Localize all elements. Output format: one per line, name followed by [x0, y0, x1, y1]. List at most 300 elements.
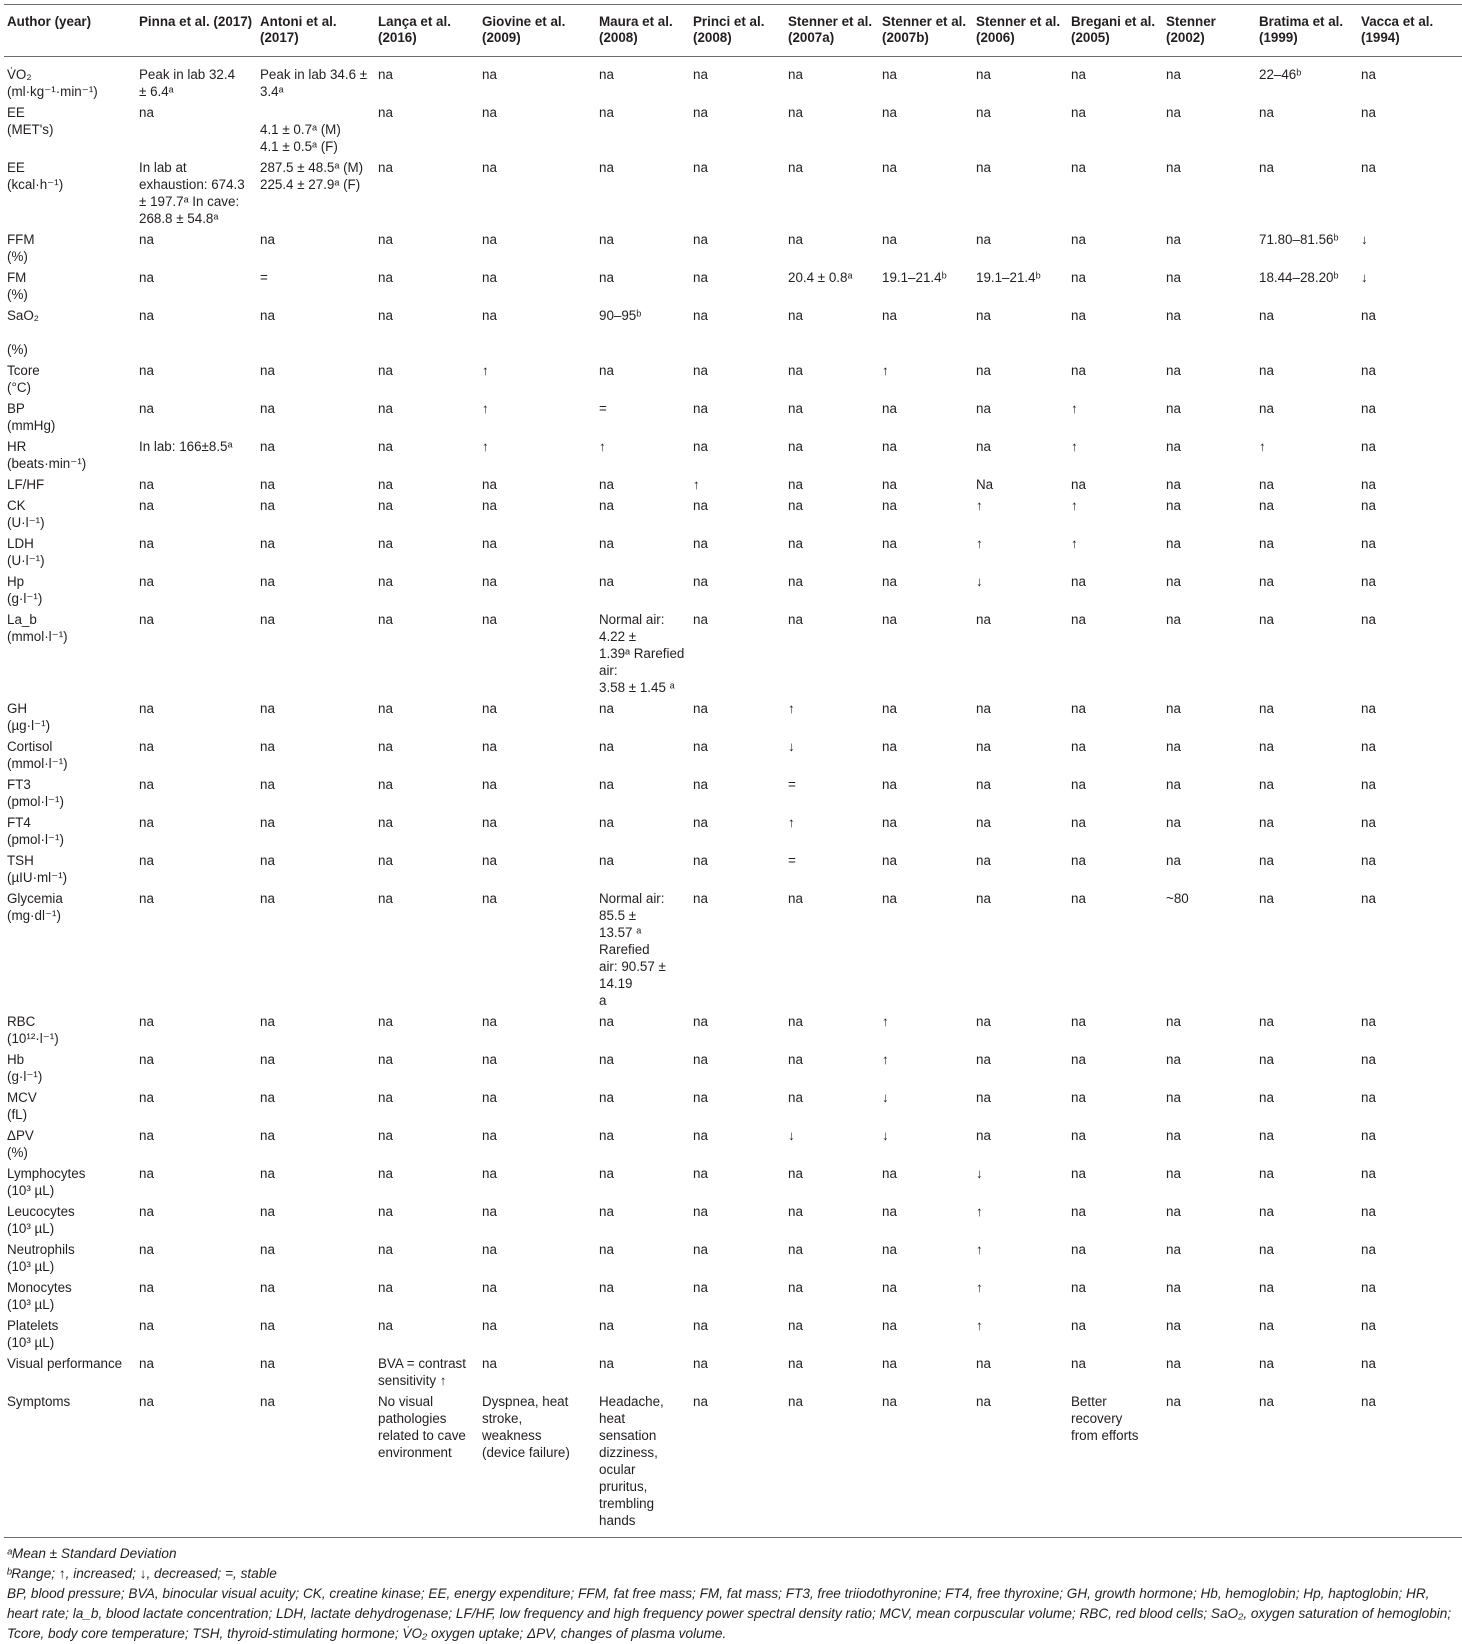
table-cell: na	[599, 1204, 614, 1219]
table-cell: na	[882, 1356, 897, 1371]
table-cell: na	[1259, 477, 1274, 492]
header-study: Antoni et al. (2017)	[257, 5, 375, 57]
table-cell: na	[976, 1090, 991, 1105]
table-row	[4, 1126, 1462, 1164]
row-label: RBC (10¹²·l⁻¹)	[7, 1014, 59, 1046]
table-cell: Normal air: 4.22 ± 1.39ᵃ Rarefied air: 3.58 ± 1.45 ᵃ	[599, 612, 685, 695]
table-cell: na	[1361, 1356, 1376, 1371]
header-study: Stenner (2002)	[1163, 5, 1256, 57]
header-row	[4, 5, 1462, 57]
table-cell: na	[257, 1392, 375, 1538]
table-cell: na	[976, 160, 991, 175]
table-cell: na	[139, 232, 154, 247]
row-label: FT4 (pmol·l⁻¹)	[7, 815, 64, 847]
table-cell: na	[260, 1356, 275, 1371]
table-row	[4, 534, 1462, 572]
table-cell: na	[260, 1166, 275, 1181]
row-label: Platelets (10³ µL)	[7, 1318, 59, 1350]
table-row	[4, 230, 1462, 268]
header-study: Bregani et al. (2005)	[1068, 5, 1163, 57]
table-cell: na	[378, 477, 393, 492]
table-cell: na	[378, 1280, 393, 1295]
table-cell: na	[693, 1090, 708, 1105]
table-cell: 19.1–21.4ᵇ	[882, 270, 947, 285]
table-cell: na	[139, 1204, 154, 1219]
table-cell: na	[599, 1014, 614, 1029]
row-label: LF/HF	[7, 477, 45, 492]
table-cell: na	[693, 853, 708, 868]
table-cell: na	[378, 853, 393, 868]
row-label: Symptoms	[4, 1392, 136, 1538]
table-cell: na	[378, 498, 393, 513]
table-row	[4, 361, 1462, 399]
footnotes	[4, 1544, 1458, 1644]
table-cell: na	[1361, 160, 1376, 175]
table-cell: na	[482, 1128, 497, 1143]
row-label: La_b (mmol·l⁻¹)	[7, 612, 68, 644]
table-cell: na	[139, 401, 154, 416]
table-cell: 19.1–21.4ᵇ	[976, 270, 1041, 285]
table-cell: na	[378, 1242, 393, 1257]
table-cell: ↑	[482, 439, 489, 454]
table-cell: na	[139, 1090, 154, 1105]
table-cell: ↓	[788, 739, 795, 754]
table-cell: na	[378, 1318, 393, 1333]
table-row	[4, 496, 1462, 534]
table-cell: na	[693, 1204, 708, 1219]
table-cell: na	[139, 1356, 154, 1371]
table-cell: na	[1259, 739, 1274, 754]
table-cell: ↑	[788, 701, 795, 716]
table-cell: na	[976, 67, 991, 82]
table-cell: na	[599, 477, 614, 492]
table-cell: na	[260, 1204, 275, 1219]
row-label: HR (beats·min⁻¹)	[7, 439, 87, 471]
table-cell: na	[1071, 815, 1086, 830]
table-cell: na	[788, 439, 803, 454]
table-cell: na	[482, 160, 497, 175]
table-cell: na	[1071, 777, 1086, 792]
table-cell: na	[378, 536, 393, 551]
table-cell: na	[1259, 612, 1274, 627]
table-cell: na	[260, 363, 275, 378]
table-cell: na	[1361, 536, 1376, 551]
row-label: Leucocytes (10³ µL)	[7, 1204, 75, 1236]
table-cell: na	[599, 498, 614, 513]
table-cell: ↑	[788, 815, 795, 830]
table-cell: na	[378, 67, 393, 82]
table-cell: na	[1259, 536, 1274, 551]
table-cell: na	[788, 160, 803, 175]
table-cell: na	[1071, 67, 1086, 82]
table-cell: na	[882, 67, 897, 82]
table-cell: na	[599, 363, 614, 378]
row-label: Monocytes (10³ µL)	[7, 1280, 72, 1312]
table-cell: na	[882, 1280, 897, 1295]
table-cell: na	[788, 105, 803, 120]
table-cell: 71.80–81.56ᵇ	[1259, 232, 1339, 247]
table-cell: na	[976, 1014, 991, 1029]
table-cell: =	[788, 853, 796, 868]
table-cell: na	[1071, 574, 1086, 589]
table-cell: na	[693, 308, 708, 323]
table-cell: na	[1071, 270, 1086, 285]
table-cell: na	[693, 536, 708, 551]
table-cell: na	[788, 67, 803, 82]
table-cell: na	[882, 232, 897, 247]
table-cell: na	[693, 105, 708, 120]
table-cell: na	[1361, 1166, 1376, 1181]
table-cell: na	[482, 308, 497, 323]
table-row	[4, 1278, 1462, 1316]
table-cell: ↑	[976, 1204, 983, 1219]
table-cell: na	[976, 739, 991, 754]
table-cell: na	[1361, 1128, 1376, 1143]
table-cell: na	[1071, 160, 1086, 175]
table-cell: na	[378, 701, 393, 716]
header-study: Stenner et al. (2006)	[973, 5, 1068, 57]
table-cell: na	[882, 105, 897, 120]
table-cell: na	[1071, 1356, 1086, 1371]
row-label: EE (kcal·h⁻¹)	[7, 160, 64, 192]
table-cell: na	[1259, 853, 1274, 868]
table-cell: na	[882, 701, 897, 716]
table-cell: na	[1361, 777, 1376, 792]
table-cell: na	[139, 1318, 154, 1333]
table-cell: na	[788, 1090, 803, 1105]
table-cell: Normal air: 85.5 ± 13.57 ᵃ Rarefied air: 90.57 ± 14.19 a	[599, 891, 666, 1008]
table-cell: 18.44–28.20ᵇ	[1259, 270, 1339, 285]
header-study: Maura et al. (2008)	[596, 5, 690, 57]
table-row	[4, 1316, 1462, 1354]
table-cell: na	[260, 1280, 275, 1295]
table-cell: na	[693, 439, 708, 454]
table-cell: na	[1259, 1128, 1274, 1143]
table-cell: na	[1071, 701, 1086, 716]
table-cell: na	[599, 67, 614, 82]
table-cell: =	[788, 777, 796, 792]
table-cell: na	[139, 1166, 154, 1181]
table-cell: na	[1361, 574, 1376, 589]
table-cell: na	[976, 701, 991, 716]
table-cell: na	[1259, 1166, 1274, 1181]
table-cell: na	[788, 1204, 803, 1219]
table-cell: na	[788, 498, 803, 513]
table-cell: na	[1166, 612, 1181, 627]
table-cell: na	[1166, 1166, 1181, 1181]
table-cell: na	[482, 574, 497, 589]
table-cell: na	[1361, 498, 1376, 513]
row-label: TSH (µIU·ml⁻¹)	[7, 853, 68, 885]
table-cell: No visual pathologies related to cave environment	[375, 1392, 479, 1538]
table-cell: na	[1361, 1280, 1376, 1295]
table-row	[4, 889, 1462, 1012]
table-cell: na	[139, 1280, 154, 1295]
table-cell: na	[693, 270, 708, 285]
table-cell: ↑	[482, 401, 489, 416]
table-row	[4, 103, 1462, 158]
table-cell: na	[1259, 105, 1274, 120]
table-cell: na	[139, 270, 154, 285]
table-cell: na	[482, 1090, 497, 1105]
table-body	[4, 57, 1462, 1538]
table-cell: na	[1163, 1392, 1256, 1538]
table-cell: na	[693, 815, 708, 830]
table-cell: na	[482, 739, 497, 754]
table-row	[4, 306, 1462, 361]
row-label: Hp (g·l⁻¹)	[7, 574, 43, 606]
table-cell: na	[1361, 67, 1376, 82]
table-cell: na	[260, 1052, 275, 1067]
table-cell: na	[1166, 739, 1181, 754]
table-cell: =	[260, 270, 268, 285]
table-cell: na	[1259, 1014, 1274, 1029]
table-cell: na	[260, 1318, 275, 1333]
table-cell: na	[378, 439, 393, 454]
table-cell: na	[973, 1392, 1068, 1538]
table-cell: na	[693, 1242, 708, 1257]
table-cell: na	[139, 536, 154, 551]
table-row	[4, 1050, 1462, 1088]
table-cell: na	[879, 1392, 973, 1538]
table-cell: ↓	[882, 1128, 889, 1143]
table-cell: na	[882, 739, 897, 754]
table-cell: na	[482, 232, 497, 247]
table-row	[4, 158, 1462, 230]
table-cell: na	[378, 1204, 393, 1219]
table-cell: na	[1166, 363, 1181, 378]
table-cell: na	[1259, 1052, 1274, 1067]
table-cell: na	[139, 612, 154, 627]
table-cell: na	[599, 1318, 614, 1333]
table-row	[4, 268, 1462, 306]
table-cell: na	[378, 1090, 393, 1105]
row-label: Neutrophils (10³ µL)	[7, 1242, 75, 1274]
table-cell: na	[1071, 1052, 1086, 1067]
table-cell: na	[1361, 439, 1376, 454]
table-cell: na	[599, 1090, 614, 1105]
table-cell: Peak in lab 34.6 ± 3.4ᵃ	[260, 67, 368, 99]
table-row	[4, 1392, 1462, 1538]
table-cell: na	[599, 739, 614, 754]
table-row	[4, 775, 1462, 813]
table-cell: na	[1166, 1318, 1181, 1333]
table-cell: na	[693, 612, 708, 627]
table-cell: na	[1166, 777, 1181, 792]
table-cell: na	[482, 1166, 497, 1181]
table-cell: na	[260, 739, 275, 754]
table-cell: na	[260, 777, 275, 792]
table-cell: na	[378, 739, 393, 754]
table-row	[4, 572, 1462, 610]
table-cell: na	[1166, 270, 1181, 285]
row-label: Tcore (°C)	[7, 363, 40, 395]
table-row	[4, 737, 1462, 775]
table-cell: ↑	[1071, 536, 1078, 551]
table-cell: na	[599, 1128, 614, 1143]
table-cell: na	[693, 1014, 708, 1029]
table-cell: na	[378, 401, 393, 416]
table-cell: na	[139, 1128, 154, 1143]
table-cell: na	[1071, 1090, 1086, 1105]
table-cell: na	[1361, 701, 1376, 716]
table-cell: na	[693, 363, 708, 378]
table-cell: na	[378, 105, 393, 120]
table-cell: na	[260, 1090, 275, 1105]
table-cell: na	[693, 1166, 708, 1181]
table-cell: na	[139, 105, 154, 120]
table-cell: na	[260, 891, 275, 906]
table-cell: na	[693, 739, 708, 754]
table-cell: na	[599, 701, 614, 716]
table-cell: na	[139, 1242, 154, 1257]
table-cell: na	[976, 308, 991, 323]
row-label: SaO₂ (%)	[7, 308, 39, 357]
table-cell: na	[1166, 574, 1181, 589]
row-label: ΔPV (%)	[7, 1128, 34, 1160]
table-cell: na	[1166, 477, 1181, 492]
table-cell: na	[599, 105, 614, 120]
table-cell: na	[882, 498, 897, 513]
header-study: Giovine et al. (2009)	[479, 5, 596, 57]
table-cell: ↑	[482, 363, 489, 378]
table-cell: na	[378, 363, 393, 378]
table-cell: na	[1166, 401, 1181, 416]
table-cell: na	[882, 612, 897, 627]
table-cell: Dyspnea, heat stroke, weakness (device failure)	[479, 1392, 596, 1538]
table-cell: na	[1166, 67, 1181, 82]
table-cell: na	[378, 1014, 393, 1029]
table-cell: na	[378, 612, 393, 627]
table-cell: na	[1071, 1128, 1086, 1143]
table-cell: na	[1361, 401, 1376, 416]
table-cell: na	[1361, 1318, 1376, 1333]
table-cell: ↑	[976, 1280, 983, 1295]
row-label: FT3 (pmol·l⁻¹)	[7, 777, 64, 809]
table-cell: na	[1166, 701, 1181, 716]
row-label: Lymphocytes (10³ µL)	[7, 1166, 86, 1198]
row-label: EE (MET's)	[7, 105, 54, 137]
table-row	[4, 1164, 1462, 1202]
table-cell: ↓	[976, 574, 983, 589]
table-row	[4, 851, 1462, 889]
table-cell: na	[1259, 1280, 1274, 1295]
table-cell: Better recovery from efforts	[1068, 1392, 1163, 1538]
table-cell: na	[378, 1166, 393, 1181]
table-cell: na	[1259, 701, 1274, 716]
table-cell: na	[482, 853, 497, 868]
table-cell: na	[976, 1128, 991, 1143]
table-cell: na	[1166, 815, 1181, 830]
table-cell: In lab: 166±8.5ᵃ	[139, 439, 233, 454]
table-cell: na	[378, 777, 393, 792]
table-cell: na	[1361, 815, 1376, 830]
table-row	[4, 437, 1462, 475]
table-cell: na	[693, 1318, 708, 1333]
row-label: CK (U·l⁻¹)	[7, 498, 45, 530]
table-cell: na	[1259, 308, 1274, 323]
table-cell: na	[1166, 1128, 1181, 1143]
table-cell: na	[693, 67, 708, 82]
table-cell: na	[139, 498, 154, 513]
table-cell: ↑	[1259, 439, 1266, 454]
header-study: Stenner et al. (2007a)	[785, 5, 879, 57]
row-label: Hb (g·l⁻¹)	[7, 1052, 43, 1084]
table-cell: ↓	[1361, 232, 1368, 247]
table-cell: na	[482, 1318, 497, 1333]
table-row	[4, 813, 1462, 851]
table-cell: na	[693, 1052, 708, 1067]
table-cell: na	[139, 815, 154, 830]
table-cell: na	[693, 891, 708, 906]
table-cell: ↓	[976, 1166, 983, 1181]
table-cell: na	[1071, 308, 1086, 323]
row-label: Visual performance	[7, 1356, 123, 1371]
table-cell: na	[1071, 612, 1086, 627]
table-cell: na	[882, 891, 897, 906]
table-cell: na	[1166, 308, 1181, 323]
table-cell: na	[260, 1128, 275, 1143]
table-cell: na	[378, 1052, 393, 1067]
table-cell: ↑	[599, 439, 606, 454]
table-cell: na	[693, 574, 708, 589]
row-label: FFM (%)	[7, 232, 35, 264]
table-cell: na	[1361, 1242, 1376, 1257]
table-cell: na	[693, 777, 708, 792]
table-cell: ↓	[1361, 270, 1368, 285]
table-cell: na	[882, 160, 897, 175]
table-cell: na	[378, 308, 393, 323]
table-cell: na	[599, 853, 614, 868]
table-cell: ↑	[976, 1242, 983, 1257]
header-study: Bratima et al. (1999)	[1256, 5, 1358, 57]
table-cell: na	[788, 477, 803, 492]
table-cell: na	[882, 574, 897, 589]
table-cell: na	[1361, 612, 1376, 627]
table-cell: na	[1071, 1242, 1086, 1257]
table-cell: na	[260, 308, 275, 323]
table-cell: na	[1166, 160, 1181, 175]
row-label: MCV (fL)	[7, 1090, 37, 1122]
table-cell: na	[482, 270, 497, 285]
table-cell: na	[788, 1014, 803, 1029]
table-cell: na	[1259, 1090, 1274, 1105]
table-cell: na	[139, 739, 154, 754]
table-cell: na	[693, 701, 708, 716]
table-cell: na	[1361, 1204, 1376, 1219]
table-cell: ↑	[1071, 401, 1078, 416]
table-cell: na	[1259, 498, 1274, 513]
table-cell: ↑	[693, 477, 700, 492]
table-row	[4, 1354, 1462, 1392]
table-cell: na	[882, 1318, 897, 1333]
table-cell: na	[260, 612, 275, 627]
table-cell: na	[1166, 232, 1181, 247]
table-cell: na	[260, 477, 275, 492]
table-cell: na	[260, 574, 275, 589]
table-cell: na	[1166, 498, 1181, 513]
table-cell: Na	[976, 477, 994, 492]
table-cell: na	[882, 536, 897, 551]
row-label: Cortisol (mmol·l⁻¹)	[7, 739, 68, 771]
table-cell: na	[1361, 308, 1376, 323]
table-cell: na	[976, 363, 991, 378]
table-cell: na	[482, 1014, 497, 1029]
table-cell: na	[139, 777, 154, 792]
table-cell: na	[599, 1356, 614, 1371]
table-cell: ↑	[1071, 498, 1078, 513]
table-cell: na	[693, 401, 708, 416]
